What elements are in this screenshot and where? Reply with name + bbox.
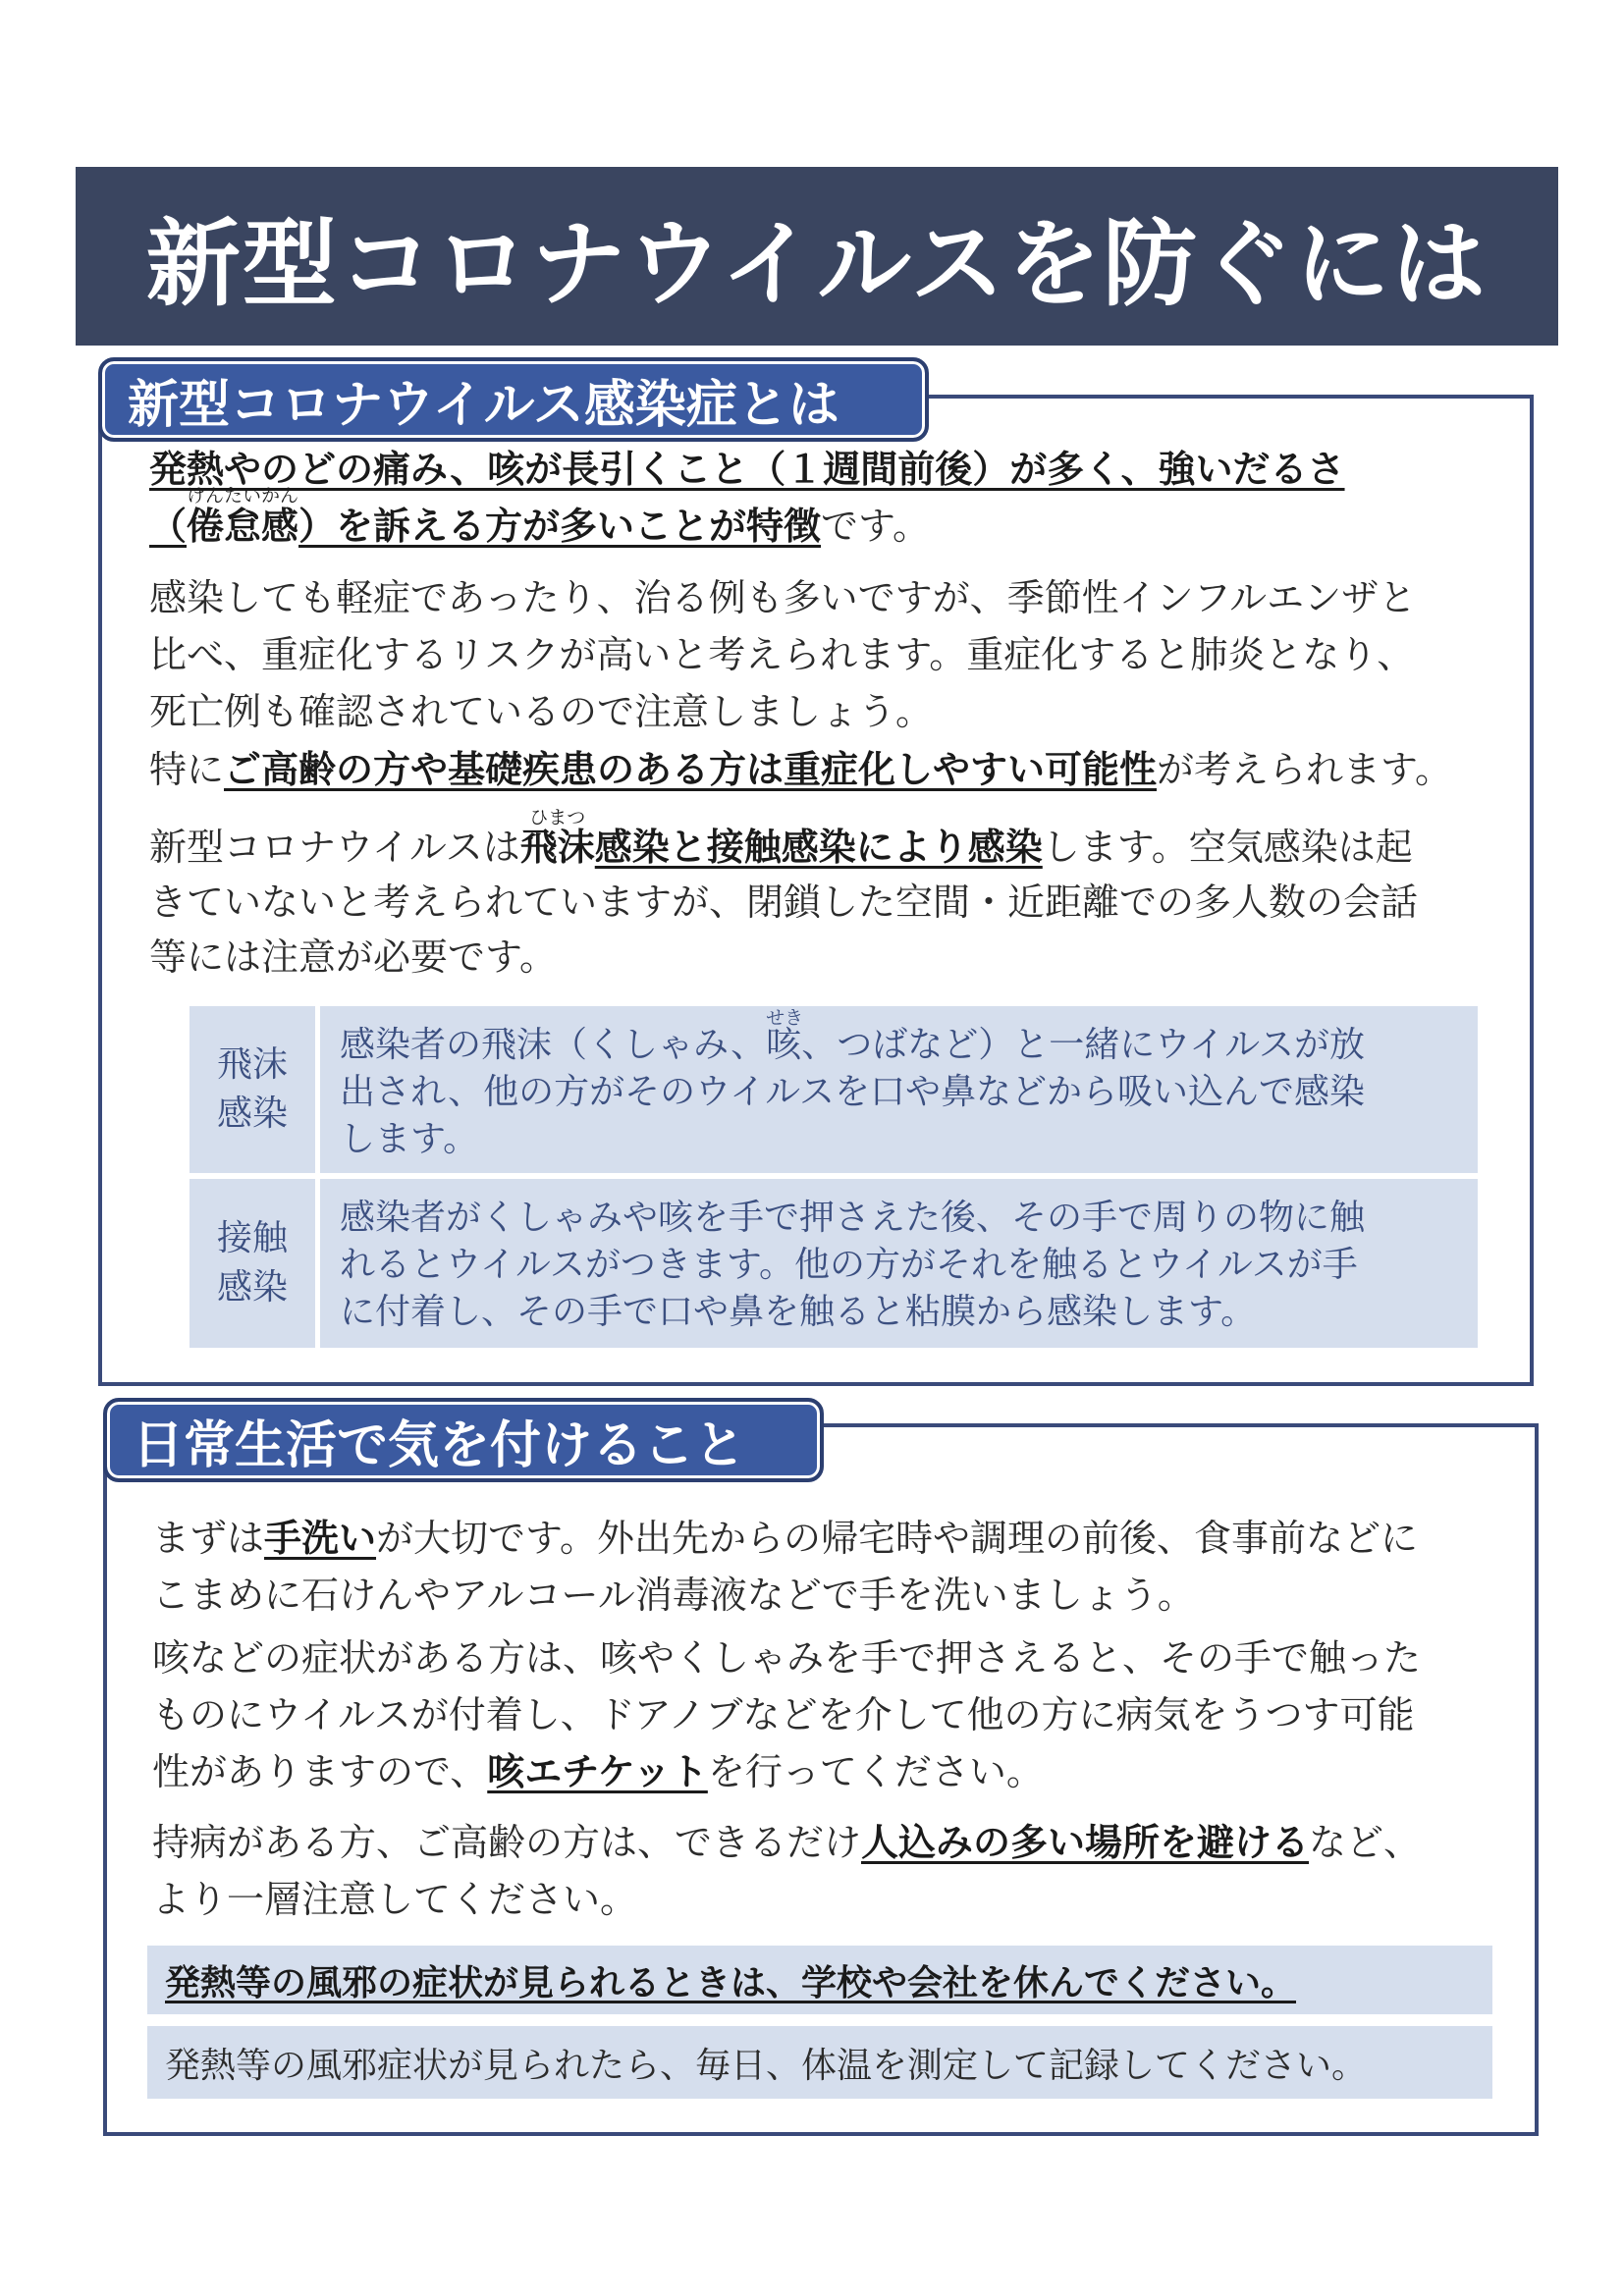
page-title: 新型コロナウイルスを防ぐには — [145, 208, 1489, 319]
table-row-header-contact: 接触 感染 — [189, 1179, 315, 1348]
notice-bar-stay-home: 発熱等の風邪の症状が見られるときは、学校や会社を休んでください。 — [147, 1946, 1492, 2014]
avoid-crowds-highlight: 人込みの多い場所を避ける — [861, 1821, 1310, 1864]
table-row-body-droplet: 感染者の飛沫（くしゃみ、 せき 咳、つばなど）と一緒にウイルスが放 出され、他の方がそのウイルスを口や鼻などから吸い込んで感染 します。 — [320, 1006, 1478, 1173]
table-row — [189, 1006, 1478, 1173]
symptoms-highlight-1: 発熱やのどの痛み、咳が長引くこと（１週間前後）が多く、強いだるさ — [149, 448, 1345, 491]
paragraph-symptoms — [149, 441, 1345, 555]
ruby-himatsu: ひまつ — [529, 807, 586, 828]
title-banner — [76, 167, 1558, 346]
paragraph-cough-etiquette: 咳などの症状がある方は、咳やくしゃみを手で押さえると、その手で触った ものにウイルスが付着し、ドアノブなどを介して他の方に病気をうつす可能 性がありますので、咳エチケットを行ってください。 — [152, 1636, 1422, 1793]
transmission-table — [189, 1006, 1478, 1354]
notice-bar-temperature: 発熱等の風邪症状が見られたら、毎日、体温を測定して記録してください。 — [147, 2026, 1492, 2099]
ruby-seki: せき — [766, 1007, 804, 1029]
symptoms-highlight-2: （ けんたいかん 倦怠感）を訴える方が多いことが特徴 — [149, 485, 822, 548]
cough-etiquette-highlight: 咳エチケット — [487, 1750, 708, 1793]
paragraph-handwashing: まずは手洗いが大切です。外出先からの帰宅時や調理の前後、食事前などに こまめに石けんやアルコール消毒液などで手を洗いましょう。 — [152, 1517, 1418, 1617]
paragraph-avoid-crowds: 持病がある方、ご高齢の方は、できるだけ人込みの多い場所を避けるなど、 より一層注意してください。 — [152, 1821, 1422, 1921]
paragraph-high-risk: 特にご高齢の方や基礎疾患のある方は重症化しやすい可能性が考えられます。 — [149, 748, 1452, 791]
transmission-highlight: ひまつ 飛沫感染と接触感染により感染 — [519, 807, 1043, 869]
table-row-header-droplet: 飛沫 感染 — [189, 1006, 315, 1173]
handwashing-highlight: 手洗い — [264, 1517, 377, 1560]
paragraph-transmission: 新型コロナウイルスは ひまつ 飛沫感染と接触感染により感染します。空気感染は起 きていないと考えられていますが、閉鎖した空間・近距離での多人数の会話 等には注意が必要です。 — [149, 807, 1419, 979]
ruby-kentaikan: けんたいかん — [187, 485, 299, 507]
table-row — [189, 1179, 1478, 1348]
section-heading-daily-life: 日常生活で気を付けること — [103, 1398, 824, 1482]
high-risk-highlight: ご高齢の方や基礎疾患のある方は重症化しやすい可能性 — [224, 748, 1158, 791]
symptoms-tail: です。 — [821, 505, 931, 548]
table-row-body-contact: 感染者がくしゃみや咳を手で押さえた後、その手で周りの物に触 れるとウイルスがつきます。他の方がそれを触るとウイルスが手 に付着し、その手で口や鼻を触ると粘膜から感染します。 — [320, 1179, 1478, 1348]
section-heading-covid-overview: 新型コロナウイルス感染症とは — [98, 357, 929, 442]
paragraph-severity: 感染しても軽症であったり、治る例も多いですが、季節性インフルエンザと 比べ、重症化するリスクが高いと考えられます。重症化すると肺炎となり、 死亡例も確認されているので注意しましょう。 — [149, 576, 1417, 733]
